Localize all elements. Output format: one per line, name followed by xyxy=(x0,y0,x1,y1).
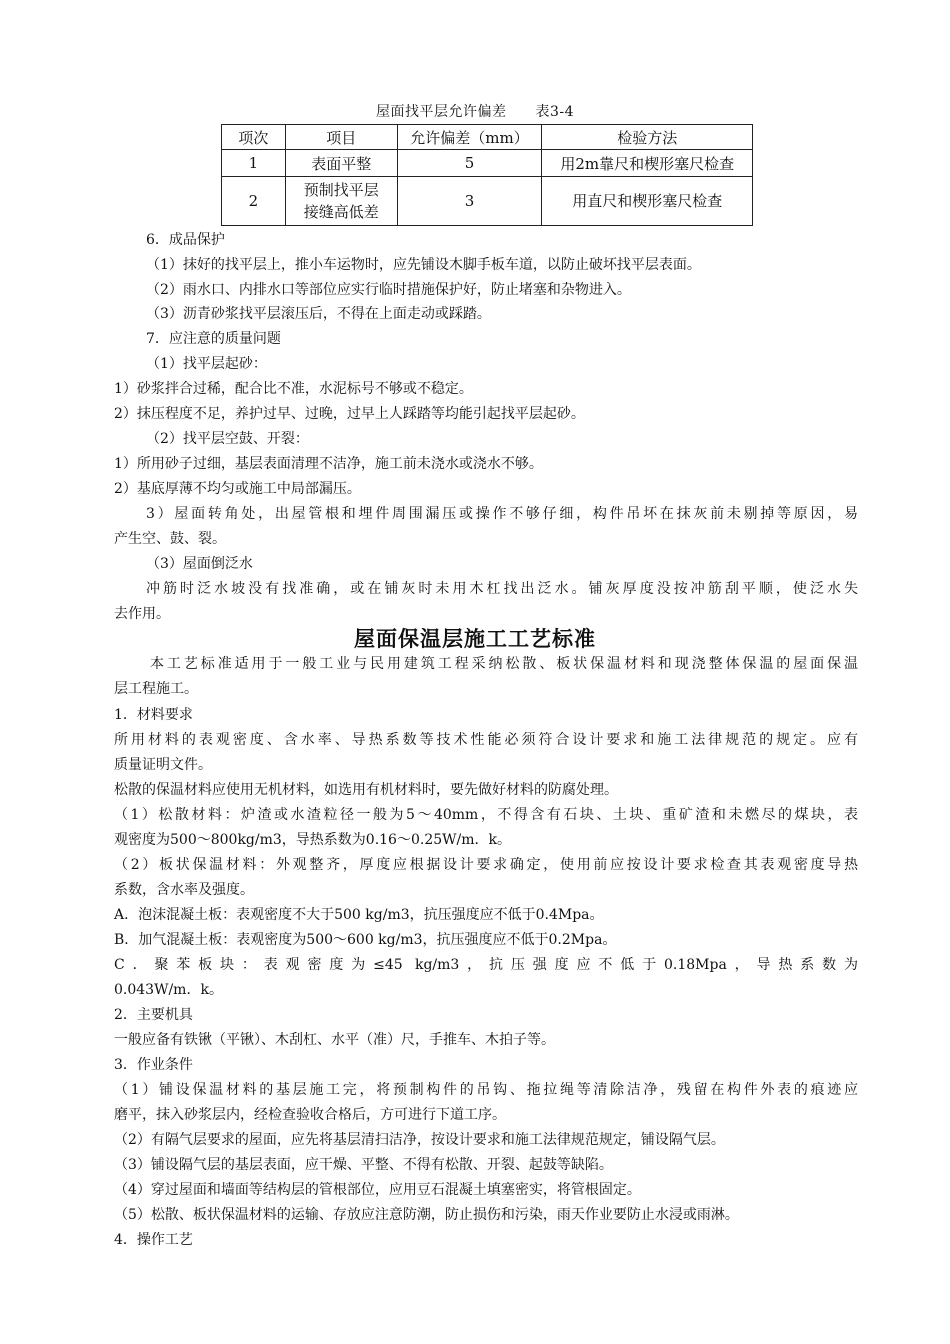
table-row xyxy=(222,150,753,177)
paragraph-line: C．聚苯板块：表观密度为≤45 kg/m3，抗压强度应不低于0.18Mpa，导热系数为 xyxy=(114,957,858,973)
paragraph-line: （3）铺设隔气层的基层表面，应干燥、平整、不得有松散、开裂、起鼓等缺陷。 xyxy=(114,1157,613,1173)
subsection-title: （1）找平层起砂： xyxy=(146,356,267,372)
table-cell-tolerance: 3 xyxy=(397,177,542,226)
table-cell-tolerance: 5 xyxy=(397,150,542,177)
table-cell-item-line: 预制找平层 xyxy=(303,181,379,199)
subsection-title: （2）找平层空鼓、开裂： xyxy=(146,431,309,447)
paragraph-line: 冲筋时泛水坡没有找准确，或在铺灰时未用木杠找出泛水。铺灰厚度没按冲筋刮平顺，使泛水失 xyxy=(146,581,858,597)
section-title: 1．材料要求 xyxy=(114,707,193,723)
paragraph-line: （3）沥青砂浆找平层滚压后，不得在上面走动或踩踏。 xyxy=(146,306,491,322)
paragraph-line: （4）穿过屋面和墙面等结构层的管根部位，应用豆石混凝土填塞密实，将管根固定。 xyxy=(114,1182,641,1198)
paragraph-line: 3）屋面转角处，出屋管根和埋件周围漏压或操作不够仔细，构件吊坏在抹灰前未剔掉等原因，易 xyxy=(146,506,858,522)
paragraph-line: （1）抹好的找平层上，推小车运物时，应先铺设木脚手板车道，以防止破坏找平层表面。 xyxy=(146,257,701,273)
table-caption: 屋面找平层允许偏差 表3-4 xyxy=(375,104,575,120)
paragraph-line: （1）松散材料：炉渣或水渣粒径一般为5～40mm，不得含有石块、土块、重矿渣和未燃尽的煤块，表 xyxy=(114,807,858,823)
table-cell-item xyxy=(285,177,397,226)
paragraph-line: A．泡沫混凝土板：表观密度不大于500 kg/m3，抗压强度应不低于0.4Mpa。 xyxy=(114,907,604,923)
section-title: 2．主要机具 xyxy=(114,1007,193,1023)
paragraph-line: 所用材料的表观密度、含水率、导热系数等技术性能必须符合设计要求和施工法律规范的规定。应有 xyxy=(114,732,858,748)
paragraph-line: 1）砂浆拌合过稀，配合比不准，水泥标号不够或不稳定。 xyxy=(114,381,473,397)
paragraph-line: 一般应备有铁锹（平锹）、木刮杠、水平（准）尺，手推车、木拍子等。 xyxy=(114,1032,555,1048)
paragraph-line: （2）有隔气层要求的屋面，应先将基层清扫洁净，按设计要求和施工法律规范规定，铺设隔气层。 xyxy=(114,1132,725,1148)
section-title: 4．操作工艺 xyxy=(114,1232,193,1248)
section-title: 7．应注意的质量问题 xyxy=(146,331,281,347)
table-cell-method: 用2m靠尺和楔形塞尺检查 xyxy=(542,150,753,177)
deviation-table xyxy=(221,124,753,226)
paragraph-line: （2）板状保温材料：外观整齐，厚度应根据设计要求确定，使用前应按设计要求检查其表观密度导热 xyxy=(114,857,858,873)
paragraph-line: 1）所用砂子过细，基层表面清理不洁净，施工前未浇水或浇水不够。 xyxy=(114,456,543,472)
paragraph-line: 2）基底厚薄不均匀或施工中局部漏压。 xyxy=(114,481,361,497)
table-row xyxy=(222,177,753,226)
paragraph-line: 0.043W/m．k。 xyxy=(114,982,223,998)
paragraph-line: 产生空、鼓、裂。 xyxy=(114,531,226,547)
paragraph-line: 去作用。 xyxy=(114,606,170,622)
paragraph-line: 质量证明文件。 xyxy=(114,757,212,773)
table-cell-no: 2 xyxy=(222,177,286,226)
paragraph-line: 2）抹压程度不足，养护过早、过晚，过早上人踩踏等均能引起找平层起砂。 xyxy=(114,406,585,422)
paragraph-line: B．加气混凝土板：表观密度为500～600 kg/m3，抗压强度应不低于0.2Mpa。 xyxy=(114,932,617,948)
paragraph-line: 观密度为500～800kg/m3，导热系数为0.16～0.25W/m．k。 xyxy=(114,832,511,848)
paragraph-line: 层工程施工。 xyxy=(114,681,198,697)
table-header-cell: 检验方法 xyxy=(542,125,753,150)
paragraph-line: （1）铺设保温材料的基层施工完，将预制构件的吊钩、拖拉绳等清除洁净，残留在构件外表的痕迹应 xyxy=(114,1082,858,1098)
paragraph-line: 本工艺标准适用于一般工业与民用建筑工程采纳松散、板状保温材料和现浇整体保温的屋面保温 xyxy=(150,656,858,672)
table-cell-method: 用直尺和楔形塞尺检查 xyxy=(542,177,753,226)
section-title: 3．作业条件 xyxy=(114,1057,193,1073)
table-cell-no: 1 xyxy=(222,150,286,177)
table-header-row xyxy=(222,125,753,150)
paragraph-line: 松散的保温材料应使用无机材料，如选用有机材料时，要先做好材料的防腐处理。 xyxy=(114,782,618,798)
paragraph-line: （2）雨水口、内排水口等部位应实行临时措施保护好，防止堵塞和杂物进入。 xyxy=(146,282,631,298)
table-header-cell: 项次 xyxy=(222,125,286,150)
table-cell-item: 表面平整 xyxy=(285,150,397,177)
section-heading: 屋面保温层施工工艺标准 xyxy=(354,627,596,651)
table-header-cell: 项目 xyxy=(285,125,397,150)
paragraph-line: 系数，含水率及强度。 xyxy=(114,882,254,898)
paragraph-line: （5）松散、板状保温材料的运输、存放应注意防潮，防止损伤和污染，雨天作业要防止水浸或雨淋。 xyxy=(114,1207,739,1223)
paragraph-line: 磨平，抹入砂浆层内，经检查验收合格后，方可进行下道工序。 xyxy=(114,1107,506,1123)
subsection-title: （3）屋面倒泛水 xyxy=(146,556,253,572)
section-title: 6．成品保护 xyxy=(146,232,225,248)
table-cell-item-line: 接缝高低差 xyxy=(303,203,379,221)
table-header-cell: 允许偏差（mm） xyxy=(397,125,542,150)
